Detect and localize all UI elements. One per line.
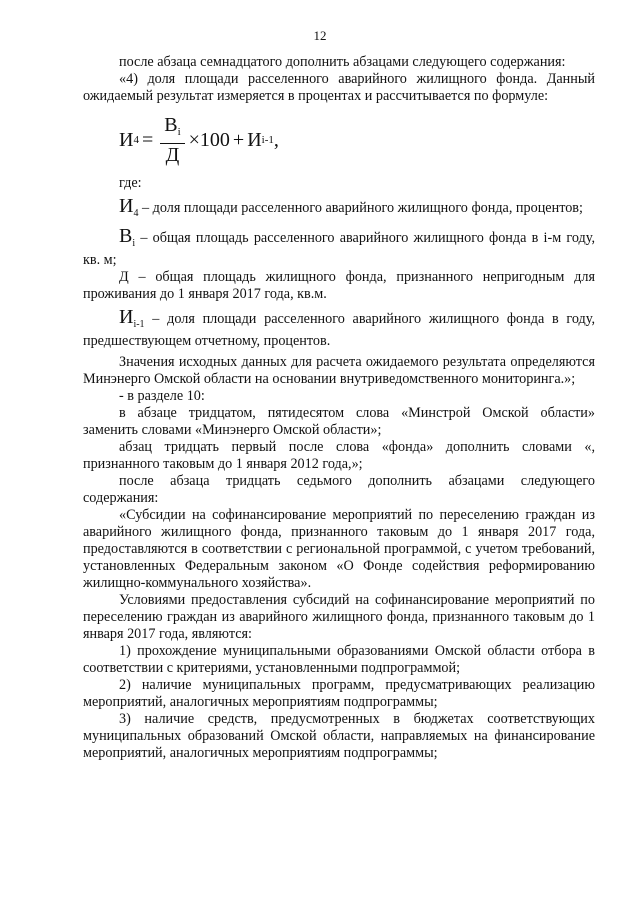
definition-ii1-sub: i-1 — [133, 319, 145, 330]
document-body — [83, 54, 595, 762]
paragraph-2: «4) доля площади расселенного аварийного жилищного фонда. Данный ожидаемый результат измеряется в процентах и рассчитывается по формуле: — [83, 71, 595, 104]
formula-fraction — [160, 114, 184, 166]
definition-ii1-symbol: И — [119, 306, 134, 328]
paragraph-5: в абзаце тридцатом, пятидесятом слова «Минстрой Омской области» заменить словами «Минэнерго Омской области»; — [83, 405, 595, 438]
definition-ii1-text: – доля площади расселенного аварийного жилищного фонда в году, предшествующем отчетному, процентов. — [83, 311, 595, 349]
paragraph-3: Значения исходных данных для расчета ожидаемого результата определяются Минэнерго Омской области на основании внутриведомственного мониторинга.»; — [83, 354, 595, 387]
formula-plus: + — [232, 128, 245, 151]
where-label: где: — [119, 175, 142, 191]
paragraph-6: абзац тридцать первый после слова «фонда» дополнить словами «, признанного таковым до 1 января 2012 года,»; — [83, 439, 595, 472]
paragraph-1: после абзаца семнадцатого дополнить абзацами следующего содержания: — [119, 54, 566, 70]
formula-rhs-sub: i-1 — [261, 133, 274, 146]
formula-equals: = — [141, 128, 154, 151]
paragraph-12: 3) наличие средств, предусмотренных в бюджетах соответствующих муниципальных образований Омской области, направляемых на финансирование мероприятий, аналогичных мероприятиям подпрограммы; — [83, 711, 595, 761]
paragraph-8: «Субсидии на софинансирование мероприятий по переселению граждан из аварийного жилищного фонда, признанного таковым до 1 января 2017 года, предоставляются в соответствии с региональной программой, с учетом требований, установленных Федеральным законом «О Фонде содействия реформированию жилищно-коммунального хозяйства». — [83, 507, 595, 591]
definition-bi-sub: i — [132, 238, 136, 249]
paragraph-4: - в разделе 10: — [119, 388, 205, 404]
formula — [119, 114, 595, 166]
definition-bi-symbol: В — [119, 225, 133, 247]
definition-bi-text: – общая площадь расселенного аварийного жилищного фонда в i-м году, кв. м; — [83, 230, 595, 268]
definition-i4-text: – доля площади расселенного аварийного жилищного фонда, процентов; — [138, 200, 583, 216]
formula-denominator: Д — [165, 144, 180, 166]
formula-numerator-sub: i — [177, 126, 181, 138]
formula-times: ×100 — [188, 128, 230, 151]
paragraph-10: 1) прохождение муниципальными образованиями Омской области отбора в соответствии с критериями, установленными подпрограммой; — [83, 643, 595, 676]
formula-tail: , — [273, 128, 279, 151]
paragraph-7: после абзаца тридцать седьмого дополнить абзацами следующего содержания: — [83, 473, 595, 506]
definition-d: Д – общая площадь жилищного фонда, признанного непригодным для проживания до 1 января 2017 года, кв.м. — [83, 269, 595, 302]
definition-bi — [83, 225, 595, 269]
formula-lhs: И — [119, 128, 134, 151]
paragraph-11: 2) наличие муниципальных программ, предусматривающих реализацию мероприятий, аналогичных мероприятиям подпрограммы; — [83, 677, 595, 710]
paragraph-9: Условиями предоставления субсидий на софинансирование мероприятий по переселению граждан из аварийного жилищного фонда, признанного таковым до 1 января 2017 года, являются: — [83, 592, 595, 642]
formula-lhs-sub: 4 — [133, 133, 139, 146]
page-number: 12 — [313, 28, 327, 43]
definition-ii1 — [83, 306, 595, 350]
definition-i4 — [83, 195, 595, 222]
formula-rhs: И — [247, 128, 262, 151]
formula-numerator: В — [164, 114, 178, 136]
definition-i4-symbol: И — [119, 195, 134, 217]
definition-i4-sub: 4 — [133, 208, 139, 219]
